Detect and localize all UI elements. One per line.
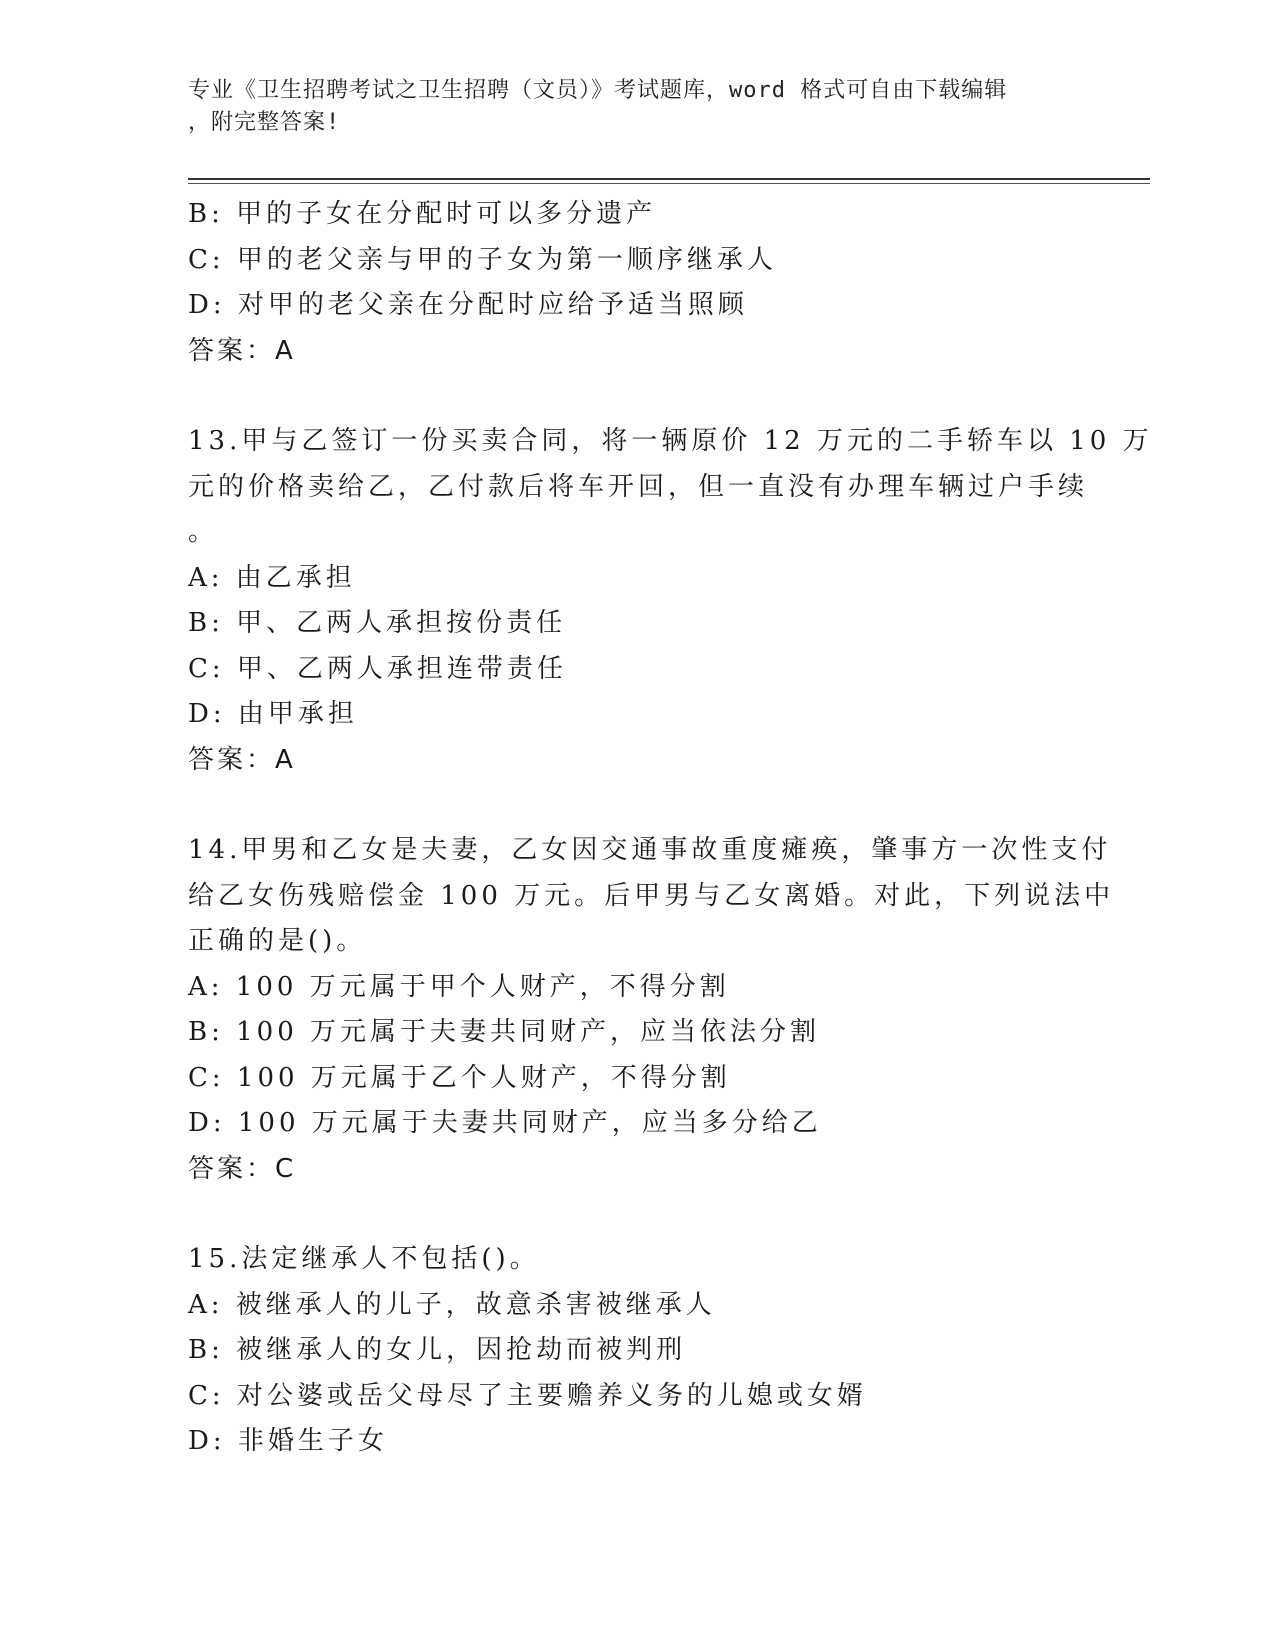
question-stem-line: 元的价格卖给乙，乙付款后将车开回，但一直没有办理车辆过户手续 xyxy=(188,471,1089,502)
question-15 xyxy=(188,1237,1088,1465)
question-stem-line: 13.甲与乙签订一份买卖合同，将一辆原价 12 万元的二手轿车以 10 万 xyxy=(188,426,1153,456)
option-d: D: 100 万元属于夫妻共同财产，应当多分给乙 xyxy=(188,1108,822,1138)
option-b: B: 甲的子女在分配时可以多分遗产 xyxy=(188,199,657,229)
question-12-continued xyxy=(188,192,1088,374)
option-b: B: 甲、乙两人承担按份责任 xyxy=(188,608,567,638)
header-line-2: ，附完整答案! xyxy=(188,110,341,135)
option-c: C: 甲、乙两人承担连带责任 xyxy=(188,653,567,684)
spacer xyxy=(188,783,1088,828)
answer-line: 答案：A xyxy=(188,744,296,775)
header-rule-thin xyxy=(188,183,1150,184)
question-stem-line: 。 xyxy=(188,517,219,547)
option-d: D: 由甲承担 xyxy=(188,699,358,729)
document-header xyxy=(188,75,1068,139)
question-content xyxy=(188,192,1153,1465)
option-b: B: 100 万元属于夫妻共同财产，应当依法分割 xyxy=(188,1017,821,1047)
question-stem-line: 15.法定继承人不包括()。 xyxy=(188,1244,540,1274)
option-d: D: 非婚生子女 xyxy=(188,1426,388,1456)
header-line-1: 专业《卫生招聘考试之卫生招聘（文员）》考试题库，word 格式可自由下载编辑 xyxy=(188,78,1008,103)
header-rule-thick xyxy=(188,178,1150,180)
option-c: C: 对公婆或岳父母尽了主要赡养义务的儿媳或女婿 xyxy=(188,1380,867,1411)
answer-line: 答案：A xyxy=(188,335,296,366)
option-a: A: 由乙承担 xyxy=(188,562,356,593)
option-d: D: 对甲的老父亲在分配时应给予适当照顾 xyxy=(188,290,748,320)
question-stem-line: 14.甲男和乙女是夫妻，乙女因交通事故重度瘫痪，肇事方一次性支付 xyxy=(188,835,1112,865)
option-c: C: 甲的老父亲与甲的子女为第一顺序继承人 xyxy=(188,244,777,275)
option-b: B: 被继承人的女儿，因抢劫而被判刑 xyxy=(188,1335,687,1365)
option-c: C: 100 万元属于乙个人财产，不得分割 xyxy=(188,1062,731,1093)
spacer xyxy=(188,374,1088,419)
spacer xyxy=(188,1192,1088,1237)
question-stem-line: 给乙女伤残赔偿金 100 万元。后甲男与乙女离婚。对此，下列说法中 xyxy=(188,880,1115,911)
answer-line: 答案：C xyxy=(188,1153,297,1184)
question-14 xyxy=(188,828,1115,1192)
option-a: A: 100 万元属于甲个人财产，不得分割 xyxy=(188,971,730,1002)
option-a: A: 被继承人的儿子，故意杀害被继承人 xyxy=(188,1289,716,1320)
question-stem-line: 正确的是()。 xyxy=(188,926,367,956)
question-13 xyxy=(188,419,1153,783)
